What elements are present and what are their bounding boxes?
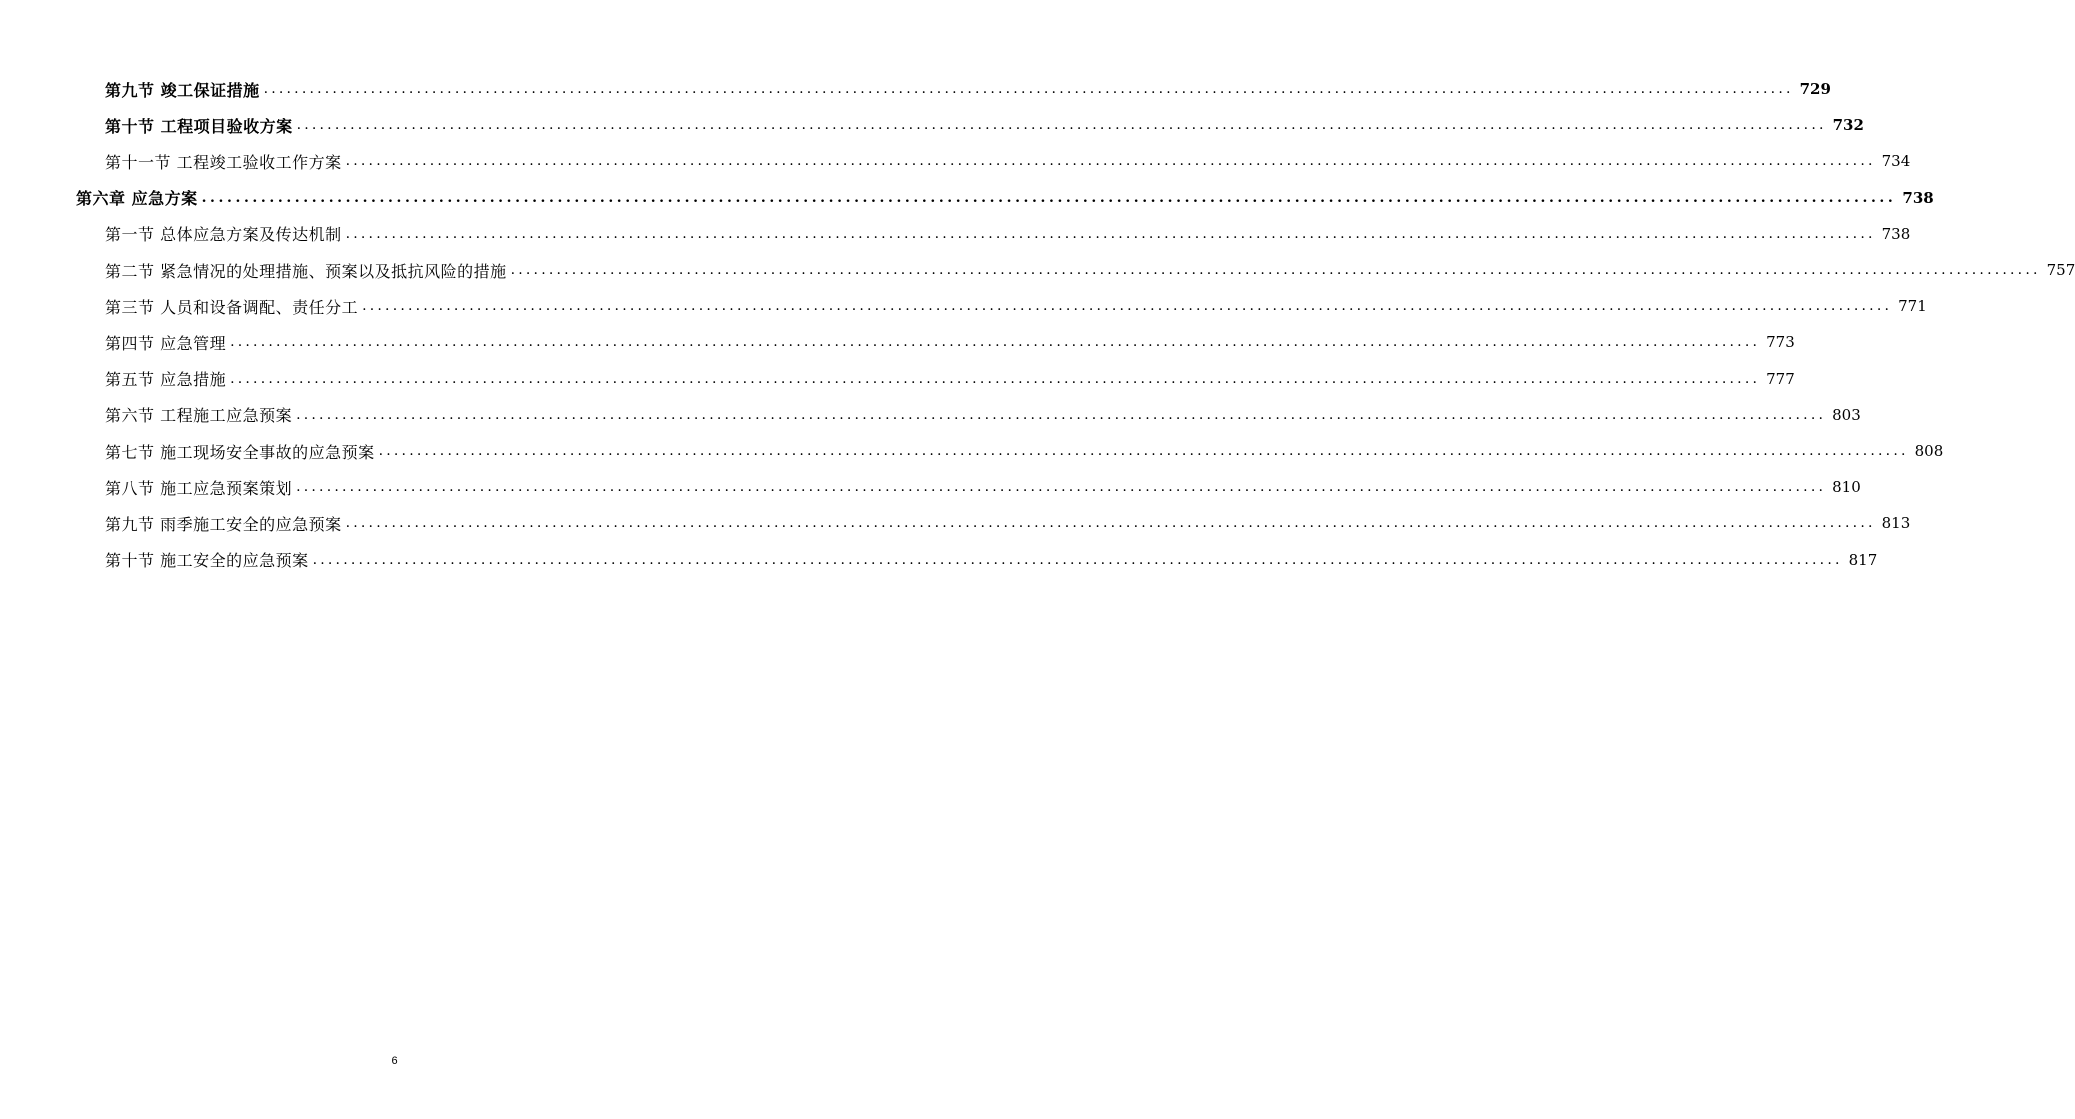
toc-entry-title: 第二节 紧急情况的处理措施、预案以及抵抗风险的措施 — [105, 261, 507, 281]
toc-leader-dots: ........................................................................................................................................................................................................ — [296, 479, 1827, 496]
toc-entry-page: 773 — [1766, 333, 1795, 352]
toc-entry-title: 第四节 应急管理 — [105, 333, 227, 353]
toc-leader-dots: ........................................................................................................................................................................................................ — [230, 334, 1761, 351]
toc-entry — [105, 111, 1864, 139]
toc-entry — [105, 256, 2075, 284]
toc-leader-dots: ........................................................................................................................................................................................................ — [345, 225, 1876, 242]
page-number: 6 — [391, 1055, 398, 1067]
toc-entry-page: 757 — [2046, 261, 2075, 279]
toc-leader-dots: ........................................................................................................................................................................................................ — [296, 406, 1827, 423]
toc-leader-dots: ........................................................................................................................................................................................................ — [263, 81, 1794, 97]
toc-entry-page: 808 — [1914, 442, 1944, 460]
toc-leader-dots: ........................................................................................................................................................................................................ — [378, 443, 1909, 459]
toc-entry-page: 732 — [1832, 116, 1864, 135]
toc-entry-page: 729 — [1799, 80, 1831, 98]
toc-entry-page: 813 — [1881, 514, 1911, 533]
toc-entry-page: 803 — [1832, 405, 1861, 424]
toc-entry-title: 第六章 应急方案 — [76, 189, 198, 209]
toc-leader-dots: ........................................................................................................................................................................................................ — [510, 262, 2041, 278]
toc-entry-page: 734 — [1881, 152, 1911, 171]
toc-entry — [105, 473, 1861, 501]
toc-entry-page: 738 — [1881, 224, 1911, 243]
toc-entry-page: 817 — [1848, 550, 1878, 569]
toc-entry — [105, 365, 1795, 393]
toc-leader-dots: ........................................................................................................................................................................................................ — [296, 117, 1827, 134]
toc-entry — [105, 437, 1944, 465]
toc-leader-dots: ........................................................................................................................................................................................................ — [345, 153, 1876, 170]
toc-entry-page: 810 — [1832, 478, 1861, 497]
toc-entry-title: 第六节 工程施工应急预案 — [105, 406, 293, 426]
toc-leader-dots: ........................................................................................................................................................................................................ — [201, 189, 1897, 206]
toc-entry — [105, 220, 1911, 248]
toc-leader-dots: ........................................................................................................................................................................................................ — [362, 298, 1893, 315]
toc-entry-title: 第十节 施工安全的应急预案 — [105, 551, 309, 571]
toc-leader-dots: ........................................................................................................................................................................................................ — [312, 551, 1843, 568]
toc-entry — [105, 546, 1878, 574]
toc-leader-dots: ........................................................................................................................................................................................................ — [230, 370, 1761, 387]
toc-entry-page: 771 — [1898, 297, 1927, 316]
toc-leader-dots: ........................................................................................................................................................................................................ — [345, 515, 1876, 532]
toc-entry — [105, 401, 1861, 429]
toc-entry-title: 第五节 应急措施 — [105, 370, 227, 390]
toc-entry-title: 第七节 施工现场安全事故的应急预案 — [105, 442, 375, 462]
toc-entry-title: 第八节 施工应急预案策划 — [105, 478, 293, 498]
toc-entry-title: 第九节 竣工保证措施 — [105, 80, 260, 100]
toc-entry-title: 第十节 工程项目验收方案 — [105, 116, 293, 136]
toc-entry — [105, 147, 1911, 175]
toc-entry-page: 738 — [1902, 188, 1934, 207]
toc-entry — [76, 184, 1934, 212]
toc-entry-page: 777 — [1766, 369, 1795, 388]
toc-entry — [105, 509, 1911, 537]
toc-entry — [105, 292, 1927, 320]
toc-entry-title: 第三节 人员和设备调配、责任分工 — [105, 297, 359, 317]
toc-entry-title: 第十一节 工程竣工验收工作方案 — [105, 152, 342, 172]
toc-entry — [105, 328, 1795, 356]
toc-entry — [105, 75, 1831, 103]
toc-entry-title: 第一节 总体应急方案及传达机制 — [105, 225, 342, 245]
toc-entry-title: 第九节 雨季施工安全的应急预案 — [105, 514, 342, 534]
